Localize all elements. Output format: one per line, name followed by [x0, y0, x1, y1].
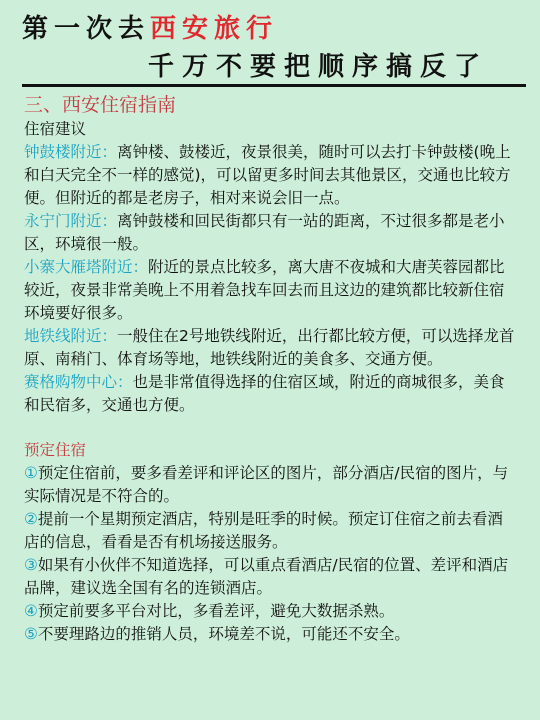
page-subtitle: 千万不要把顺序搞反了	[148, 52, 489, 82]
spacer	[24, 417, 516, 439]
area-item	[24, 325, 516, 371]
tip-text: 提前一个星期预定酒店，特别是旺季的时候。预定订住宿之前去看酒店的信息，看看是否有机场接送服务。	[24, 510, 503, 551]
tip-marker: ②	[24, 510, 38, 528]
booking-heading: 预定住宿	[24, 441, 87, 459]
title-part1: 第一次去	[22, 14, 151, 44]
area-item	[24, 256, 516, 325]
area-text: 离钟楼、鼓楼近，夜景很美，随时可以去打卡钟鼓楼(晚上和白天完全不一样的感觉)，可以留更多时间去其他景区，交通也比较方便。但附近的都是老房子，相对来说会旧一点。	[24, 143, 511, 207]
content-body	[24, 118, 516, 646]
tip-item	[24, 623, 516, 646]
area-name: 赛格购物中心：	[24, 373, 133, 391]
area-name: 地铁线附近：	[24, 327, 118, 345]
tip-item	[24, 508, 516, 554]
tip-item	[24, 462, 516, 508]
tip-text: 不要理路边的推销人员，环境差不说，可能还不安全。	[37, 625, 410, 643]
tip-marker: ⑤	[24, 625, 38, 643]
tip-text: 预定前要多平台对比，多看差评，避免大数据杀熟。	[37, 602, 395, 620]
tip-marker: ①	[24, 464, 38, 482]
section-title: 三、西安住宿指南	[24, 94, 177, 116]
tip-item	[24, 554, 516, 600]
area-text: 一般住在2号地铁线附近，出行都比较方便，可以选择龙首原、南稍门、体育场等地，地铁线附近的美食多、交通方便。	[24, 327, 515, 368]
area-item	[24, 371, 516, 417]
title-underline	[22, 84, 526, 87]
area-name: 小寨大雁塔附近：	[24, 258, 149, 276]
area-text: 附近的景点比较多，离大唐不夜城和大唐芙蓉园都比较近，夜景非常美晚上不用着急找车回去而且这边的建筑都比较新住宿环境要好很多。	[24, 258, 505, 322]
area-item	[24, 210, 516, 256]
tip-marker: ④	[24, 602, 38, 620]
title-part2: 西安旅行	[150, 14, 279, 44]
page-title	[22, 8, 278, 45]
area-text: 也是非常值得选择的住宿区域，附近的商城很多，美食和民宿多，交通也方便。	[24, 373, 505, 414]
tip-text: 预定住宿前，要多看差评和评论区的图片，部分酒店/民宿的图片，与实际情况是不符合的。	[24, 464, 509, 505]
tip-item	[24, 600, 516, 623]
area-name: 钟鼓楼附近：	[24, 143, 118, 161]
area-name: 永宁门附近：	[24, 212, 118, 230]
area-item	[24, 141, 516, 210]
area-text: 离钟鼓楼和回民街都只有一站的距离，不过很多都是老小区，环境很一般。	[24, 212, 505, 253]
tip-text: 如果有小伙伴不知道选择，可以重点看酒店/民宿的位置、差评和酒店品牌，建议选全国有名的连锁酒店。	[24, 556, 509, 597]
subheading: 住宿建议	[24, 120, 87, 138]
tip-marker: ③	[24, 556, 38, 574]
